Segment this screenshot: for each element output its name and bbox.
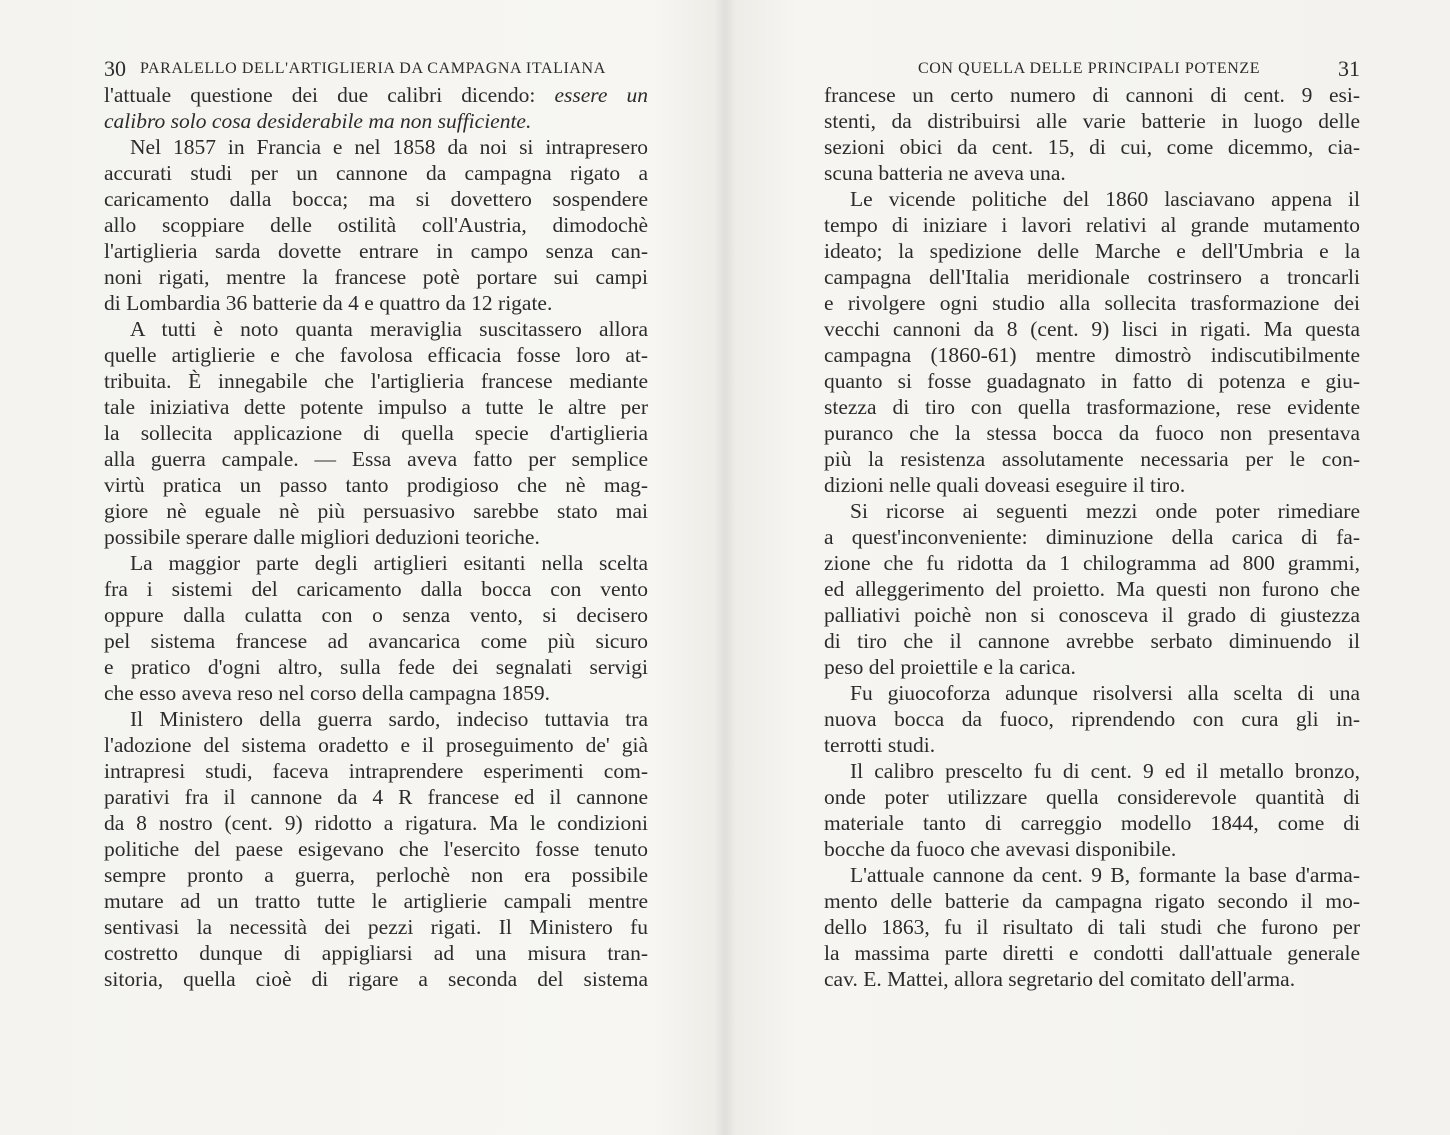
line-text: dello 1863, fu il risultato di tali studi che furono per — [824, 915, 1360, 939]
text-line — [104, 550, 648, 576]
text-line — [824, 472, 1360, 498]
line-text: stezza di tiro con quella trasformazione, rese evidente — [824, 395, 1360, 419]
text-line — [104, 862, 648, 888]
text-line — [104, 836, 648, 862]
text-line — [104, 342, 648, 368]
text-line — [824, 784, 1360, 810]
text-line — [824, 420, 1360, 446]
text-line — [824, 550, 1360, 576]
line-text: sezioni obici da cent. 15, di cui, come dicemmo, cia- — [824, 135, 1360, 159]
text-line — [104, 316, 648, 342]
text-line — [104, 758, 648, 784]
text-line — [104, 940, 648, 966]
left-page-header — [104, 56, 648, 82]
line-text: tale iniziativa dette potente impulso a tutte le altre per — [104, 395, 648, 419]
line-text: la sollecita applicazione di quella specie d'artiglieria — [104, 421, 648, 445]
text-line — [824, 212, 1360, 238]
text-line — [824, 160, 1360, 186]
line-text: puranco che la stessa bocca da fuoco non presentava — [824, 421, 1360, 445]
line-text: da 8 nostro (cent. 9) ridotto a rigatura. Ma le condizioni — [104, 811, 648, 835]
text-line — [104, 706, 648, 732]
right-running-head: CON QUELLA DELLE PRINCIPALI POTENZE — [918, 60, 1261, 77]
line-text: la massima parte diretti e condotti dall'attuale generale — [824, 941, 1360, 965]
line-text: campagna dell'Italia meridionale costrinsero a troncarli — [824, 265, 1360, 289]
text-line — [104, 264, 648, 290]
right-page-header — [824, 56, 1360, 82]
text-line — [824, 108, 1360, 134]
line-text: mutare ad un tratto tutte le artiglierie campali mentre — [104, 889, 648, 913]
text-line — [824, 264, 1360, 290]
text-line — [104, 420, 648, 446]
text-line — [104, 186, 648, 212]
line-text: possibile sperare dalle migliori deduzioni teoriche. — [104, 525, 540, 549]
line-text: campagna (1860-61) mentre dimostrò indiscutibilmente — [824, 343, 1360, 367]
text-line — [104, 628, 648, 654]
line-text: Si ricorse ai seguenti mezzi onde poter rimediare — [850, 499, 1360, 523]
line-text: e rivolgere ogni studio alla sollecita trasformazione dei — [824, 291, 1360, 315]
line-text: costretto dunque di appigliarsi ad una misura tran- — [104, 941, 648, 965]
line-text: vecchi cannoni da 8 (cent. 9) lisci in rigati. Ma questa — [824, 317, 1360, 341]
left-running-head: PARALELLO DELL'ARTIGLIERIA DA CAMPAGNA ITALIANA — [140, 60, 606, 77]
line-text: ideato; la spedizione delle Marche e dell'Umbria e la — [824, 239, 1360, 263]
line-text: l'artiglieria sarda dovette entrare in campo senza can- — [104, 239, 648, 263]
line-text: peso del proiettile e la carica. — [824, 655, 1076, 679]
text-line — [824, 706, 1360, 732]
line-text: zione che fu ridotta da 1 chilogramma ad 800 grammi, — [824, 551, 1360, 575]
line-text: materiale tanto di carreggio modello 1844, come di — [824, 811, 1360, 835]
line-text: sentivasi la necessità dei pezzi rigati. Il Ministero fu — [104, 915, 648, 939]
line-italic-text: calibro solo cosa desiderabile ma non sufficiente. — [104, 109, 532, 133]
line-text: Nel 1857 in Francia e nel 1858 da noi si intrapresero — [130, 135, 648, 159]
text-line — [104, 394, 648, 420]
line-text: di Lombardia 36 batterie da 4 e quattro da 12 rigate. — [104, 291, 553, 315]
line-text: sempre pronto a guerra, perlochè non era possibile — [104, 863, 648, 887]
text-line — [104, 108, 648, 134]
text-line — [824, 186, 1360, 212]
line-text: e pratico d'ogni altro, sulla fede dei segnalati servigi — [104, 655, 648, 679]
text-line — [104, 732, 648, 758]
text-line — [104, 238, 648, 264]
text-line — [104, 134, 648, 160]
line-text: quelle artiglierie e che favolosa efficacia fosse loro at- — [104, 343, 648, 367]
line-text: stenti, da distribuirsi alle varie batterie in luogo delle — [824, 109, 1360, 133]
line-text: Fu giuocoforza adunque risolversi alla scelta di una — [850, 681, 1360, 705]
text-line — [824, 914, 1360, 940]
line-text: dizioni nelle quali doveasi eseguire il tiro. — [824, 473, 1186, 497]
text-line — [824, 810, 1360, 836]
line-text: mento delle batterie da campagna rigato secondo il mo- — [824, 889, 1360, 913]
text-line — [104, 290, 648, 316]
text-line — [824, 82, 1360, 108]
line-text: allo scoppiare delle ostilità coll'Austria, dimodochè — [104, 213, 648, 237]
line-text: l'attuale questione dei due calibri dicendo: — [104, 83, 536, 107]
text-line — [104, 160, 648, 186]
text-line — [104, 524, 648, 550]
text-line — [824, 238, 1360, 264]
text-line — [824, 836, 1360, 862]
line-text: accurati studi per un cannone da campagna rigato a — [104, 161, 648, 185]
line-text: noni rigati, mentre la francese potè portare sui campi — [104, 265, 648, 289]
text-line — [824, 342, 1360, 368]
text-line — [104, 810, 648, 836]
text-line — [824, 316, 1360, 342]
text-line — [104, 212, 648, 238]
text-line — [824, 940, 1360, 966]
line-text: l'adozione del sistema oradetto e il proseguimento de' già — [104, 733, 648, 757]
line-text: bocche da fuoco che avevasi disponibile. — [824, 837, 1177, 861]
text-line — [104, 784, 648, 810]
line-text: quanto si fosse guadagnato in fatto di potenza e giu- — [824, 369, 1360, 393]
line-text: fra i sistemi del caricamento dalla bocca con vento — [104, 577, 648, 601]
text-line — [824, 524, 1360, 550]
line-text: ed alleggerimento del proietto. Ma questi non furono che — [824, 577, 1360, 601]
line-text: terrotti studi. — [824, 733, 936, 757]
line-text: virtù pratica un passo tanto prodigioso che nè mag- — [104, 473, 648, 497]
text-line — [824, 446, 1360, 472]
text-line — [104, 914, 648, 940]
line-text: Le vicende politiche del 1860 lasciavano appena il — [850, 187, 1360, 211]
text-line — [824, 576, 1360, 602]
text-line — [824, 888, 1360, 914]
line-text: palliativi poichè non si conosceva il grado di giustezza — [824, 603, 1360, 627]
line-text: sitoria, quella cioè di rigare a seconda del sistema — [104, 967, 648, 991]
left-page-body — [104, 82, 648, 992]
text-line — [104, 602, 648, 628]
line-text: caricamento dalla bocca; ma si dovettero sospendere — [104, 187, 648, 211]
line-text: nuova bocca da fuoco, riprendendo con cura gli in- — [824, 707, 1360, 731]
text-line — [824, 368, 1360, 394]
text-line — [104, 966, 648, 992]
line-text: alla guerra campale. — Essa aveva fatto per semplice — [104, 447, 648, 471]
text-line — [104, 680, 648, 706]
line-text: La maggior parte degli artiglieri esitanti nella scelta — [130, 551, 648, 575]
text-line — [104, 576, 648, 602]
text-line — [104, 82, 648, 108]
line-text: intrapresi studi, faceva intraprendere esperimenti com- — [104, 759, 648, 783]
text-line — [104, 368, 648, 394]
left-page — [104, 56, 648, 992]
line-text: tempo di iniziare i lavori relativi al grande mutamento — [824, 213, 1360, 237]
text-line — [824, 758, 1360, 784]
right-page-number: 31 — [1338, 56, 1360, 81]
right-page-body — [824, 82, 1360, 992]
text-line — [824, 134, 1360, 160]
line-text: più la resistenza assolutamente necessaria per le con- — [824, 447, 1360, 471]
line-text: onde poter utilizzare quella considerevole quantità di — [824, 785, 1360, 809]
text-line — [824, 680, 1360, 706]
line-text: Il Ministero della guerra sardo, indeciso tuttavia tra — [130, 707, 648, 731]
text-line — [824, 862, 1360, 888]
text-line — [104, 888, 648, 914]
line-text: a quest'inconveniente: diminuzione della carica di fa- — [824, 525, 1360, 549]
text-line — [104, 654, 648, 680]
line-text: pel sistema francese ad avancarica come più sicuro — [104, 629, 648, 653]
text-line — [824, 654, 1360, 680]
line-text: politiche del paese esigevano che l'esercito fosse tenuto — [104, 837, 648, 861]
line-text: di tiro che il cannone avrebbe serbato diminuendo il — [824, 629, 1360, 653]
line-italic-text: essere un — [554, 83, 648, 107]
line-text: giore nè eguale nè più persuasivo sarebbe stato mai — [104, 499, 648, 523]
text-line — [104, 446, 648, 472]
line-text: A tutti è noto quanta meraviglia suscitassero allora — [130, 317, 648, 341]
line-text: scuna batteria ne aveva una. — [824, 161, 1066, 185]
text-line — [824, 498, 1360, 524]
text-line — [824, 732, 1360, 758]
line-text: Il calibro prescelto fu di cent. 9 ed il metallo bronzo, — [850, 759, 1360, 783]
text-line — [104, 472, 648, 498]
line-text: francese un certo numero di cannoni di cent. 9 esi- — [824, 83, 1360, 107]
text-line — [824, 290, 1360, 316]
book-gutter — [714, 0, 736, 1135]
right-page — [824, 56, 1360, 992]
line-text: tribuita. È innegabile che l'artiglieria francese mediante — [104, 369, 648, 393]
text-line — [824, 602, 1360, 628]
line-text: che esso aveva reso nel corso della campagna 1859. — [104, 681, 550, 705]
line-text: parativi fra il cannone da 4 R francese ed il cannone — [104, 785, 648, 809]
text-line — [824, 966, 1360, 992]
text-line — [104, 498, 648, 524]
text-line — [824, 394, 1360, 420]
left-page-number: 30 — [104, 56, 126, 81]
line-text: cav. E. Mattei, allora segretario del comitato dell'arma. — [824, 967, 1296, 991]
text-line — [824, 628, 1360, 654]
line-text: L'attuale cannone da cent. 9 B, formante la base d'arma- — [850, 863, 1360, 887]
line-text: oppure dalla culatta con o senza vento, si decisero — [104, 603, 648, 627]
